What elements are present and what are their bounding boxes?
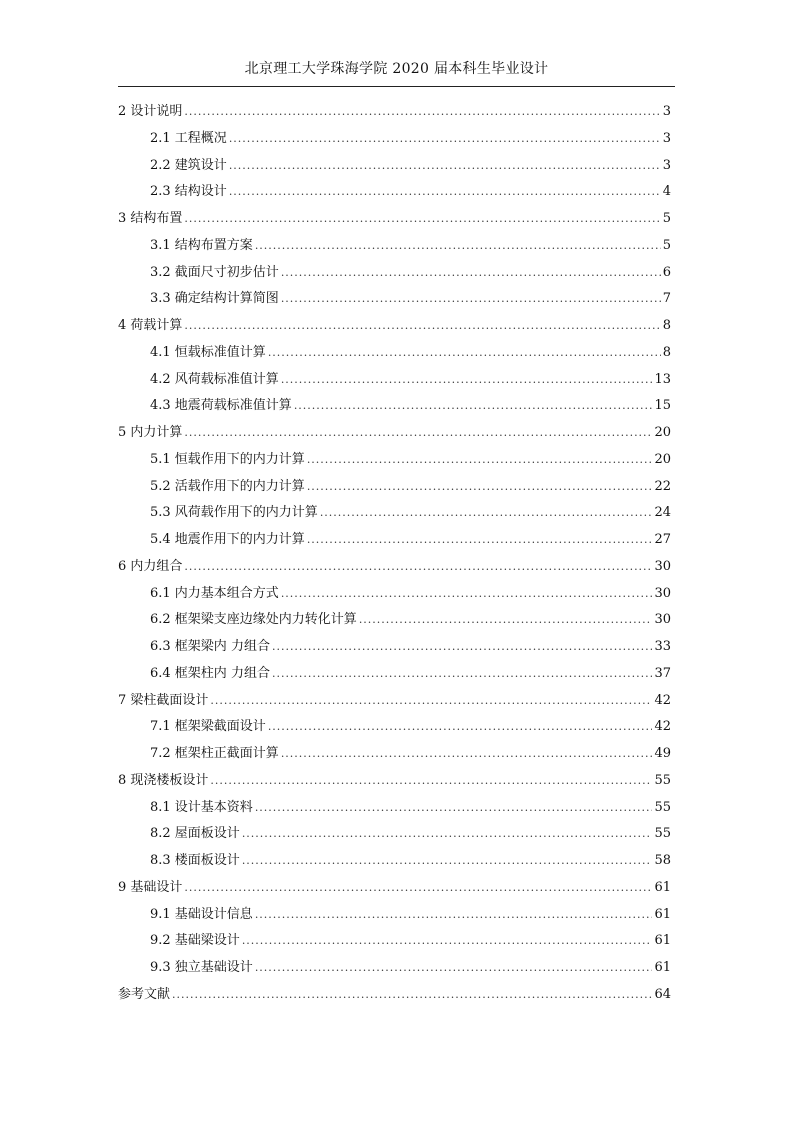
toc-entry-page-number: 6 <box>662 264 671 280</box>
toc-dot-leader <box>255 958 653 978</box>
toc-entry-label: 6.3 框架梁内 力组合 <box>150 639 270 654</box>
toc-entry-label: 4.1 恒载标准值计算 <box>150 344 266 360</box>
toc-entry[interactable] <box>118 236 671 263</box>
toc-entry-label: 2.2 建筑设计 <box>150 157 227 173</box>
toc-dot-leader <box>281 370 653 390</box>
toc-entry-page-number: 61 <box>654 879 671 895</box>
toc-entry-page-number: 22 <box>654 478 671 494</box>
toc-entry-page-number: 4 <box>662 184 671 200</box>
toc-dot-leader <box>281 744 653 764</box>
toc-entry-page-number: 61 <box>654 960 671 975</box>
toc-entry-label: 2.3 结构设计 <box>150 184 227 200</box>
toc-dot-leader <box>307 530 653 550</box>
toc-entry-page-number: 3 <box>662 130 671 146</box>
toc-entry-label: 7 梁柱截面设计 <box>118 692 209 708</box>
toc-dot-leader <box>184 316 660 336</box>
toc-entry-page-number: 20 <box>654 451 671 467</box>
toc-dot-leader <box>172 985 652 1005</box>
toc-dot-leader <box>281 584 653 604</box>
toc-dot-leader <box>320 503 653 523</box>
toc-entry[interactable] <box>118 717 671 744</box>
toc-entry-page-number: 8 <box>662 344 671 360</box>
toc-entry-page-number: 42 <box>654 719 671 735</box>
toc-entry[interactable] <box>118 263 671 290</box>
toc-entry-label: 6.1 内力基本组合方式 <box>150 585 279 601</box>
toc-dot-leader <box>268 343 661 363</box>
toc-entry-page-number: 42 <box>654 692 671 708</box>
toc-entry[interactable] <box>118 129 671 156</box>
toc-entry-label: 8.3 楼面板设计 <box>150 853 240 868</box>
toc-entry[interactable] <box>118 102 671 129</box>
toc-entry-page-number: 7 <box>662 291 671 307</box>
toc-entry-label: 5.2 活载作用下的内力计算 <box>150 478 305 494</box>
toc-entry[interactable] <box>118 824 671 851</box>
toc-entry[interactable] <box>118 396 671 423</box>
toc-entry-label: 5 内力计算 <box>118 425 183 440</box>
toc-dot-leader <box>255 236 661 256</box>
toc-entry-page-number: 5 <box>662 237 671 253</box>
toc-entry-page-number: 61 <box>654 906 671 922</box>
header-divider <box>118 86 675 87</box>
toc-dot-leader <box>229 156 661 176</box>
toc-entry-label: 2 设计说明 <box>118 104 183 119</box>
toc-entry-label: 5.4 地震作用下的内力计算 <box>150 532 305 547</box>
toc-entry[interactable] <box>118 985 671 1012</box>
toc-entry-label: 6.2 框架梁支座边缘处内力转化计算 <box>150 612 357 628</box>
toc-entry-label: 7.2 框架柱正截面计算 <box>150 746 279 761</box>
toc-entry-page-number: 15 <box>654 398 671 414</box>
toc-entry[interactable] <box>118 289 671 316</box>
toc-entry[interactable] <box>118 637 671 664</box>
toc-entry-label: 9 基础设计 <box>118 879 183 895</box>
toc-entry[interactable] <box>118 209 671 236</box>
toc-dot-leader <box>281 263 661 283</box>
toc-entry[interactable] <box>118 610 671 637</box>
toc-dot-leader <box>229 182 661 202</box>
page-header: 北京理工大学珠海学院 2020 届本科生毕业设计 <box>244 61 549 77</box>
toc-entry-page-number: 55 <box>654 826 671 842</box>
toc-dot-leader <box>242 851 653 871</box>
toc-entry[interactable] <box>118 343 671 370</box>
toc-entry-label: 8.2 屋面板设计 <box>150 826 240 842</box>
toc-dot-leader <box>184 423 652 443</box>
toc-entry-page-number: 64 <box>654 986 671 1002</box>
toc-entry[interactable] <box>118 156 671 183</box>
toc-entry-label: 3.3 确定结构计算简图 <box>150 291 279 307</box>
toc-dot-leader <box>281 289 661 309</box>
toc-entry-page-number: 20 <box>654 425 671 440</box>
toc-entry-page-number: 8 <box>662 318 671 333</box>
toc-entry[interactable] <box>118 958 671 985</box>
toc-entry-page-number: 13 <box>654 371 671 387</box>
toc-entry-label: 3.1 结构布置方案 <box>150 237 253 253</box>
toc-entry-label: 4 荷载计算 <box>118 318 183 333</box>
toc-dot-leader <box>294 396 653 416</box>
toc-entry[interactable] <box>118 530 671 557</box>
toc-entry-label: 3 结构布置 <box>118 211 183 226</box>
toc-dot-leader <box>210 771 652 791</box>
toc-entry[interactable] <box>118 878 671 905</box>
table-of-contents <box>118 102 671 1012</box>
toc-dot-leader <box>184 557 652 577</box>
toc-entry[interactable] <box>118 370 671 397</box>
toc-entry-page-number: 37 <box>654 665 671 681</box>
toc-entry-page-number: 3 <box>662 104 671 119</box>
toc-entry-label: 7.1 框架梁截面设计 <box>150 719 266 735</box>
toc-entry[interactable] <box>118 423 671 450</box>
toc-dot-leader <box>184 102 660 122</box>
toc-entry[interactable] <box>118 316 671 343</box>
toc-dot-leader <box>229 129 661 149</box>
toc-entry[interactable] <box>118 744 671 771</box>
toc-entry-page-number: 55 <box>654 772 671 788</box>
toc-entry-page-number: 24 <box>654 505 671 521</box>
toc-entry-label: 8 现浇楼板设计 <box>118 772 209 788</box>
toc-dot-leader <box>307 477 653 497</box>
toc-entry[interactable] <box>118 477 671 504</box>
toc-entry[interactable] <box>118 771 671 798</box>
toc-entry-page-number: 27 <box>654 532 671 547</box>
toc-entry-page-number: 61 <box>654 933 671 949</box>
toc-entry-label: 6.4 框架柱内 力组合 <box>150 665 270 681</box>
toc-dot-leader <box>184 209 660 229</box>
toc-entry[interactable] <box>118 851 671 878</box>
toc-entry[interactable] <box>118 557 671 584</box>
toc-entry-label: 9.1 基础设计信息 <box>150 906 253 922</box>
toc-dot-leader <box>268 717 653 737</box>
toc-entry[interactable] <box>118 931 671 958</box>
toc-dot-leader <box>242 824 653 844</box>
toc-entry[interactable] <box>118 798 671 825</box>
toc-entry-label: 8.1 设计基本资料 <box>150 799 253 815</box>
toc-entry-page-number: 33 <box>654 639 671 654</box>
toc-entry-page-number: 30 <box>654 585 671 601</box>
toc-entry-label: 9.3 独立基础设计 <box>150 960 253 975</box>
toc-dot-leader <box>255 798 653 818</box>
toc-entry-page-number: 55 <box>654 799 671 815</box>
toc-entry-label: 6 内力组合 <box>118 558 183 574</box>
toc-entry-page-number: 5 <box>662 211 671 226</box>
toc-entry[interactable] <box>118 503 671 530</box>
toc-dot-leader <box>272 664 653 684</box>
toc-entry-label: 9.2 基础梁设计 <box>150 933 240 949</box>
toc-entry-label: 3.2 截面尺寸初步估计 <box>150 264 279 280</box>
toc-entry[interactable] <box>118 664 671 691</box>
toc-entry-label: 4.2 风荷载标准值计算 <box>150 371 279 387</box>
toc-entry-label: 5.1 恒载作用下的内力计算 <box>150 451 305 467</box>
toc-dot-leader <box>255 905 653 925</box>
toc-dot-leader <box>184 878 652 898</box>
toc-entry[interactable] <box>118 584 671 611</box>
toc-entry[interactable] <box>118 182 671 209</box>
toc-entry[interactable] <box>118 905 671 932</box>
toc-entry-page-number: 49 <box>654 746 671 761</box>
toc-entry-page-number: 30 <box>654 612 671 628</box>
toc-entry-label: 4.3 地震荷载标准值计算 <box>150 398 292 414</box>
toc-entry-page-number: 3 <box>662 157 671 173</box>
toc-dot-leader <box>210 691 652 711</box>
toc-dot-leader <box>359 610 653 630</box>
toc-entry-label: 参考文献 <box>118 986 171 1002</box>
toc-entry-page-number: 58 <box>654 853 671 868</box>
toc-entry[interactable] <box>118 450 671 477</box>
toc-entry-page-number: 30 <box>654 558 671 574</box>
toc-entry[interactable] <box>118 691 671 718</box>
toc-dot-leader <box>272 637 653 657</box>
toc-dot-leader <box>242 931 653 951</box>
toc-dot-leader <box>307 450 653 470</box>
toc-entry-label: 2.1 工程概况 <box>150 130 227 146</box>
toc-entry-label: 5.3 风荷载作用下的内力计算 <box>150 505 318 521</box>
